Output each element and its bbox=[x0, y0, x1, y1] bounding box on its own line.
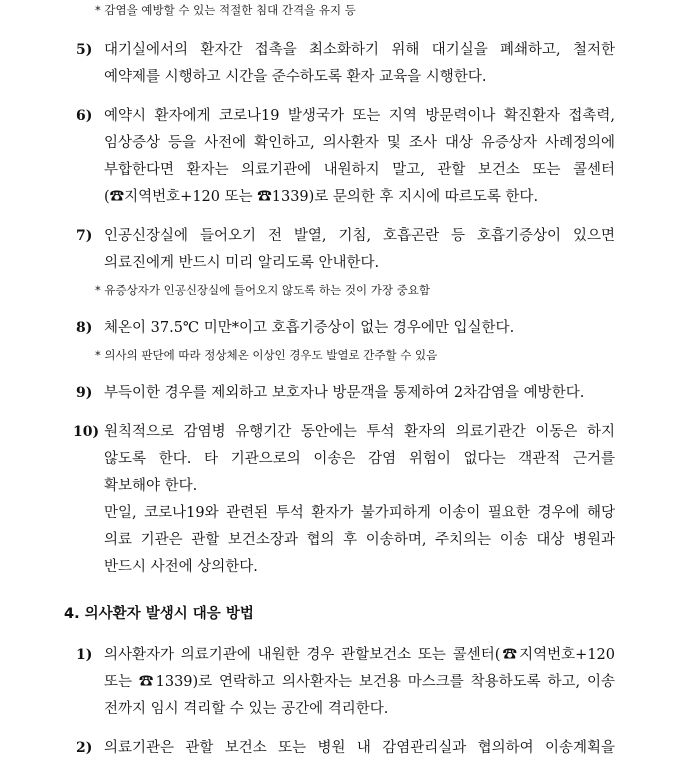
section-item-number-1: 1) bbox=[76, 647, 93, 663]
section-heading: 4. 의사환자 발생시 대응 방법 bbox=[64, 606, 254, 622]
item-10-line-3: 확보해야 한다. bbox=[104, 478, 198, 494]
item-7-line-1: 인공신장실에 들어오기 전 발열, 기침, 호흡곤란 등 호흡기증상이 있으면 bbox=[104, 228, 615, 244]
item-5-line-1: 대기실에서의 환자간 접촉을 최소화하기 위해 대기실을 폐쇄하고, 철저한 bbox=[104, 42, 615, 58]
item-number-8: 8) bbox=[76, 320, 93, 336]
note-bed-spacing: * 감염을 예방할 수 있는 적절한 침대 간격을 유지 등 bbox=[95, 3, 356, 17]
section-item-number-2: 2) bbox=[76, 740, 93, 756]
item-10-line-2: 않도록 한다. 타 기관으로의 이송은 감염 위험이 없다는 객관적 근거를 bbox=[104, 451, 615, 467]
item-10-line-6: 반드시 사전에 상의한다. bbox=[104, 559, 258, 575]
item-number-5: 5) bbox=[76, 42, 93, 58]
section-item-1-line-1: 의사환자가 의료기관에 내원한 경우 관할보건소 또는 콜센터(☎지역번호+120 bbox=[104, 647, 615, 663]
section-item-1-line-3: 전까지 임시 격리할 수 있는 공간에 격리한다. bbox=[104, 701, 389, 717]
item-6-line-4: (☎지역번호+120 또는 ☎1339)로 문의한 후 지시에 따르도록 한다. bbox=[104, 189, 539, 205]
item-10-line-4: 만일, 코로나19와 관련된 투석 환자가 불가피하게 이송이 필요한 경우에 해당 bbox=[104, 505, 615, 521]
item-10-line-5: 의료 기관은 관할 보건소장과 협의 후 이송하며, 주치의는 이송 대상 병원과 bbox=[104, 532, 615, 548]
item-10-line-1: 원칙적으로 감염병 유행기간 동안에는 투석 환자의 의료기관간 이동은 하지 bbox=[104, 424, 615, 440]
item-7-line-2: 의료진에게 반드시 미리 알리도록 안내한다. bbox=[104, 255, 380, 271]
item-number-7: 7) bbox=[76, 228, 93, 244]
item-number-9: 9) bbox=[76, 385, 93, 401]
item-number-6: 6) bbox=[76, 108, 93, 124]
section-item-2-line-1: 의료기관은 관할 보건소 또는 병원 내 감염관리실과 협의하여 이송계획을 bbox=[104, 740, 615, 756]
note-fever: * 의사의 판단에 따라 정상체온 이상인 경우도 발열로 간주할 수 있음 bbox=[95, 348, 438, 362]
item-number-10: 10) bbox=[73, 424, 100, 440]
item-9-line-1: 부득이한 경우를 제외하고 보호자나 방문객을 통제하여 2차감염을 예방한다. bbox=[104, 385, 585, 401]
note-symptomatic: * 유증상자가 인공신장실에 들어오지 않도록 하는 것이 가장 중요함 bbox=[95, 283, 430, 297]
item-8-line-1: 체온이 37.5℃ 미만*이고 호흡기증상이 없는 경우에만 입실한다. bbox=[104, 320, 515, 336]
item-6-line-1: 예약시 환자에게 코로나19 발생국가 또는 지역 방문력이나 확진환자 접촉력, bbox=[104, 108, 615, 124]
section-item-1-line-2: 또는 ☎1339)로 연락하고 의사환자는 보건용 마스크를 착용하도록 하고, 이송 bbox=[104, 674, 615, 690]
item-6-line-2: 임상증상 등을 사전에 확인하고, 의사환자 및 조사 대상 유증상자 사례정의에 bbox=[104, 135, 615, 151]
item-6-line-3: 부합한다면 환자는 의료기관에 내원하지 말고, 관할 보건소 또는 콜센터 bbox=[104, 162, 615, 178]
item-5-line-2: 예약제를 시행하고 시간을 준수하도록 환자 교육을 시행한다. bbox=[104, 69, 487, 85]
